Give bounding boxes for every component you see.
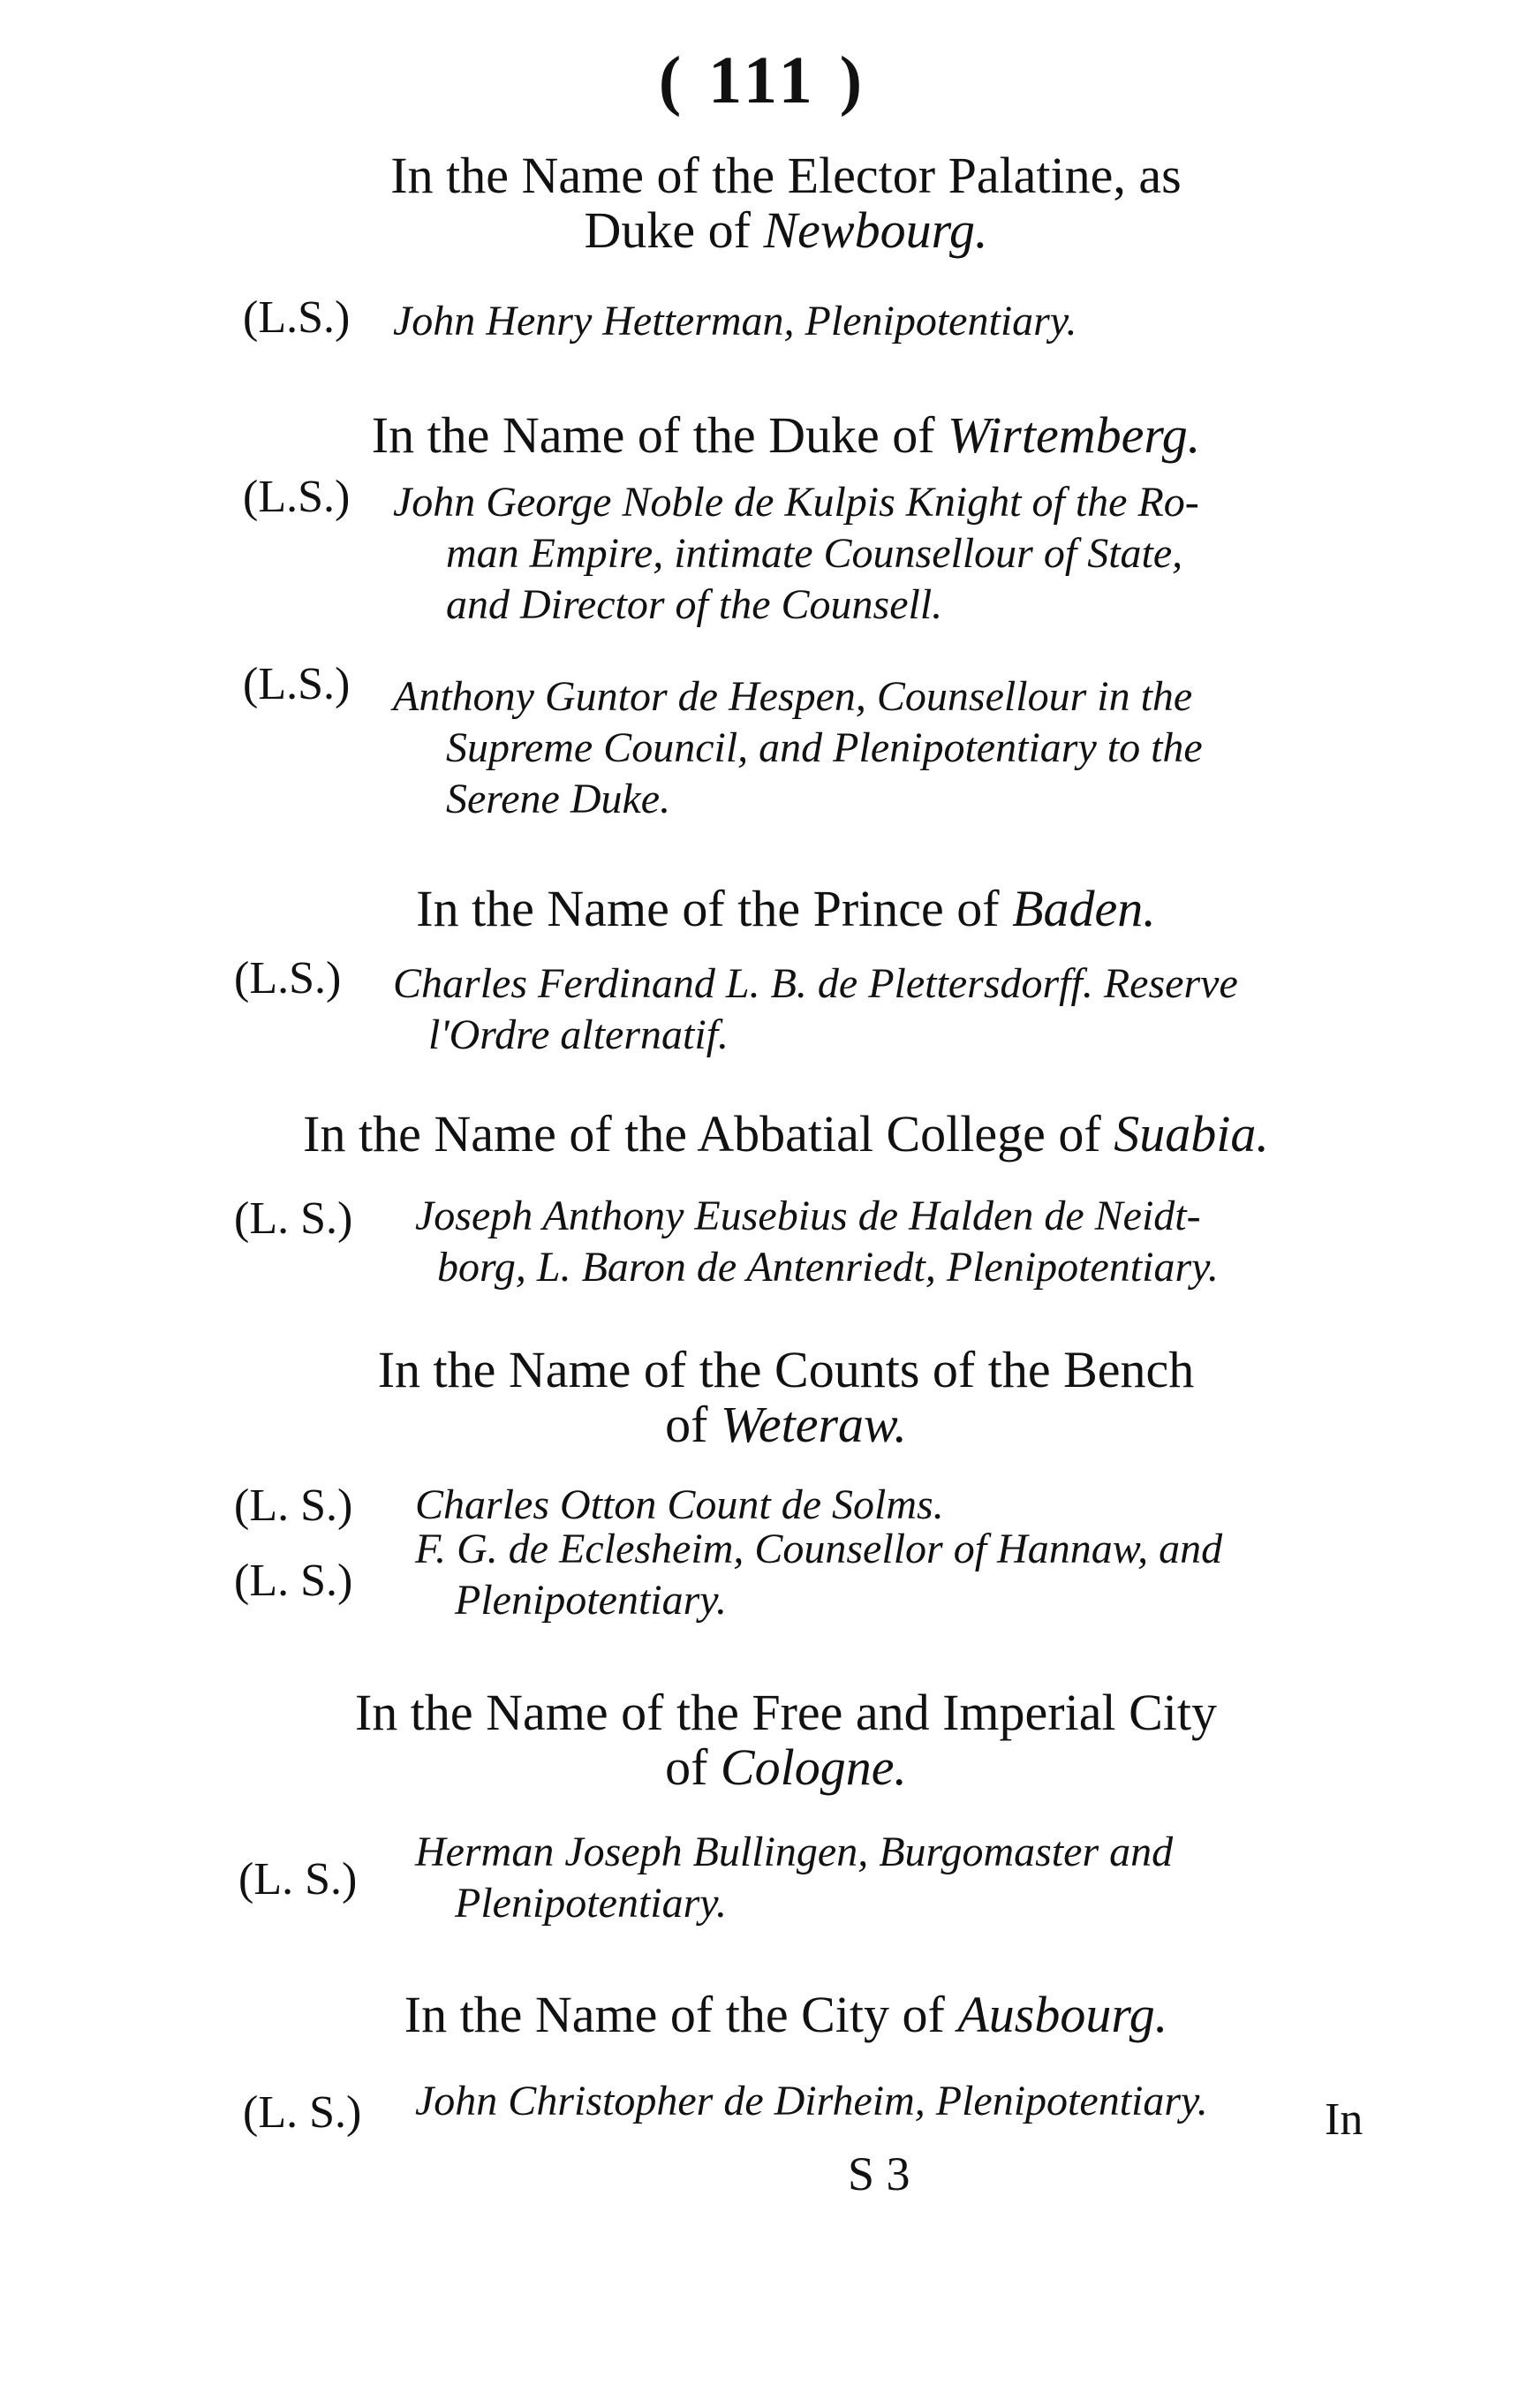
signature-line: Charles Otton Count de Solms. bbox=[415, 1481, 944, 1528]
seal-mark: (L.S.) bbox=[234, 953, 342, 1003]
seal-mark: (L.S.) bbox=[243, 472, 351, 522]
signature-line: John Henry Hetterman, Plenipotentiary. bbox=[393, 298, 1077, 345]
section-heading-wirtemberg bbox=[194, 408, 1378, 463]
heading-place: Newbourg. bbox=[763, 201, 988, 259]
signature-line: F. G. de Eclesheim, Counsellor of Hannaw, and bbox=[415, 1526, 1223, 1572]
heading-place: Wirtemberg. bbox=[948, 406, 1201, 464]
signature-line: Serene Duke. bbox=[446, 776, 671, 822]
heading-line bbox=[194, 1107, 1378, 1162]
signature-entry bbox=[415, 2076, 1386, 2127]
section-heading-elector-palatine bbox=[194, 148, 1378, 258]
section-heading-weteraw bbox=[194, 1343, 1378, 1452]
heading-line bbox=[194, 1988, 1378, 2042]
section-heading-baden bbox=[194, 882, 1378, 936]
signature-line: Joseph Anthony Eusebius de Halden de Neidt- bbox=[415, 1193, 1201, 1239]
heading-line bbox=[194, 882, 1378, 936]
seal-mark: (L. S.) bbox=[243, 2087, 362, 2138]
signature-line: John Christopher de Dirheim, Plenipotentiary. bbox=[415, 2078, 1208, 2124]
signature-line: John George Noble de Kulpis Knight of the Ro- bbox=[393, 479, 1199, 526]
signature-line: man Empire, intimate Counsellour of State, bbox=[446, 530, 1183, 577]
signature-line: Plenipotentiary. bbox=[455, 1577, 727, 1624]
signature-entry bbox=[393, 671, 1382, 825]
heading-place: Suabia. bbox=[1114, 1105, 1269, 1162]
heading-text: of bbox=[665, 1396, 721, 1453]
signature-line: borg, L. Baron de Antenriedt, Plenipotentiary. bbox=[437, 1244, 1219, 1291]
seal-mark: (L.S.) bbox=[243, 659, 351, 709]
signature-entry bbox=[393, 296, 1077, 347]
heading-text: Duke of bbox=[584, 201, 764, 259]
signature-line: Charles Ferdinand L. B. de Plettersdorff. Reserve bbox=[393, 960, 1238, 1007]
heading-text: In the Name of the Duke of bbox=[371, 406, 948, 464]
seal-mark: (L. S.) bbox=[234, 1556, 353, 1606]
page-number: ( 111 ) bbox=[658, 43, 868, 117]
heading-text: of bbox=[665, 1738, 721, 1796]
heading-place: Weteraw. bbox=[720, 1396, 907, 1453]
seal-mark: (L. S.) bbox=[238, 1854, 358, 1904]
signature-entry bbox=[415, 1827, 1386, 1929]
heading-line bbox=[194, 408, 1378, 463]
signature-line: Anthony Guntor de Hespen, Counsellour in the bbox=[393, 673, 1193, 720]
heading-line bbox=[194, 203, 1378, 258]
heading-text: In the Name of the Prince of bbox=[416, 880, 1013, 937]
heading-place: Baden. bbox=[1012, 880, 1156, 937]
section-heading-ausbourg bbox=[194, 1988, 1378, 2042]
catchword: In bbox=[1325, 2094, 1364, 2145]
heading-line bbox=[194, 1740, 1378, 1795]
heading-line: In the Name of the Free and Imperial City bbox=[354, 1684, 1217, 1741]
seal-mark: (L.S.) bbox=[243, 292, 351, 343]
heading-text: In the Name of the Abbatial College of bbox=[303, 1105, 1114, 1162]
signature-entry bbox=[415, 1191, 1386, 1293]
signature-entry bbox=[393, 477, 1382, 631]
heading-place: Cologne. bbox=[720, 1738, 907, 1796]
section-heading-suabia bbox=[194, 1107, 1378, 1162]
signature-mark: S 3 bbox=[848, 2147, 910, 2200]
heading-place: Ausbourg. bbox=[957, 1986, 1168, 2043]
seal-mark: (L. S.) bbox=[234, 1193, 353, 1244]
section-heading-cologne bbox=[194, 1685, 1378, 1795]
signature-entry bbox=[415, 1524, 1386, 1626]
signature-line: and Director of the Counsell. bbox=[446, 581, 943, 628]
heading-line: In the Name of the Counts of the Bench bbox=[377, 1341, 1195, 1398]
seal-mark: (L. S.) bbox=[234, 1480, 353, 1531]
signature-line: Supreme Council, and Plenipotentiary to the bbox=[446, 724, 1203, 771]
signature-entry bbox=[393, 958, 1382, 1061]
signature-line: Plenipotentiary. bbox=[455, 1880, 727, 1927]
heading-line: In the Name of the Elector Palatine, as bbox=[390, 147, 1182, 204]
heading-line bbox=[194, 1397, 1378, 1452]
signature-line: Herman Joseph Bullingen, Burgomaster and bbox=[415, 1829, 1174, 1875]
signature-line: l'Ordre alternatif. bbox=[428, 1011, 729, 1058]
heading-text: In the Name of the City of bbox=[404, 1986, 958, 2043]
